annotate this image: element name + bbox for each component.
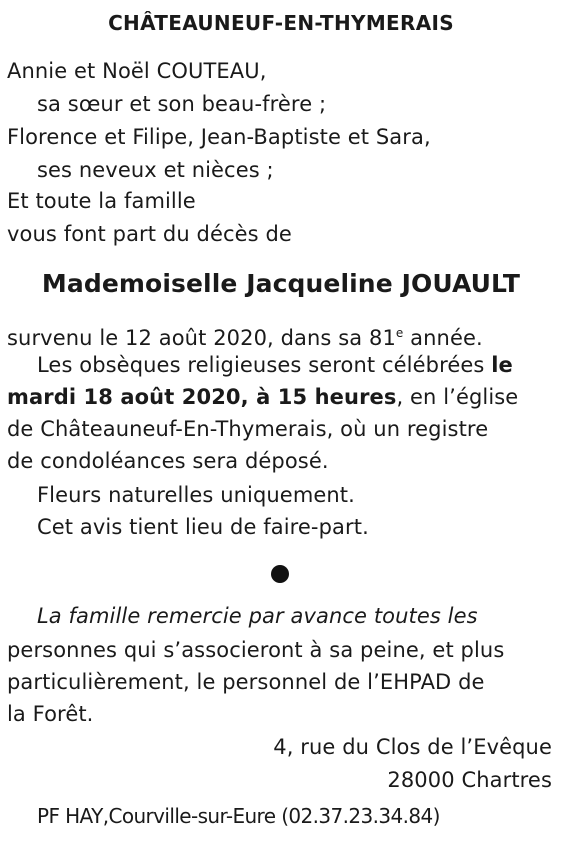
death-date-line [7,320,483,351]
ordinal-superscript: e [395,326,404,340]
funeral-home-contact: PF HAY,Courville-sur-Eure (02.37.23.34.84) [37,804,440,828]
family-line: vous font part du décès de [7,222,292,246]
family-line: ses neveux et nièces ; [37,158,274,182]
deceased-name: Mademoiselle Jacqueline JOUAULT [41,269,521,298]
funeral-text: Les obsèques religieuses seront célébrées [37,353,492,377]
death-date-text: survenu le 12 août 2020, dans sa 81 [7,326,396,350]
funeral-date: mardi 18 août 2020, à 15 heures [7,385,397,409]
funeral-bold-text: le [491,353,513,377]
town-heading: CHÂTEAUNEUF-EN-THYMERAIS [108,11,454,35]
funeral-line [7,384,518,410]
family-line: Annie et Noël COUTEAU, [7,59,267,83]
family-line: sa sœur et son beau-frère ; [37,92,327,116]
address-line: 28000 Chartres [387,768,552,792]
thanks-line: la Forêt. [7,702,94,726]
thanks-line: particulièrement, le personnel de l’EHPAD de [7,670,485,694]
separator-bullet [271,565,289,583]
family-line: Florence et Filipe, Jean-Baptiste et Sara, [7,125,431,149]
faire-part-note: Cet avis tient lieu de faire-part. [37,515,369,539]
funeral-line [37,352,513,378]
thanks-line: La famille remercie par avance toutes les [37,604,478,628]
death-date-suffix: année. [403,326,483,350]
family-line: Et toute la famille [7,189,196,213]
funeral-line: de condoléances sera déposé. [7,449,329,473]
funeral-line: de Châteauneuf-En-Thymerais, où un registre [7,417,489,441]
flowers-note: Fleurs naturelles uniquement. [37,483,355,507]
funeral-text: , en l’église [396,385,519,409]
address-line: 4, rue du Clos de l’Evêque [273,735,552,759]
thanks-line: personnes qui s’associeront à sa peine, et plus [7,638,505,662]
